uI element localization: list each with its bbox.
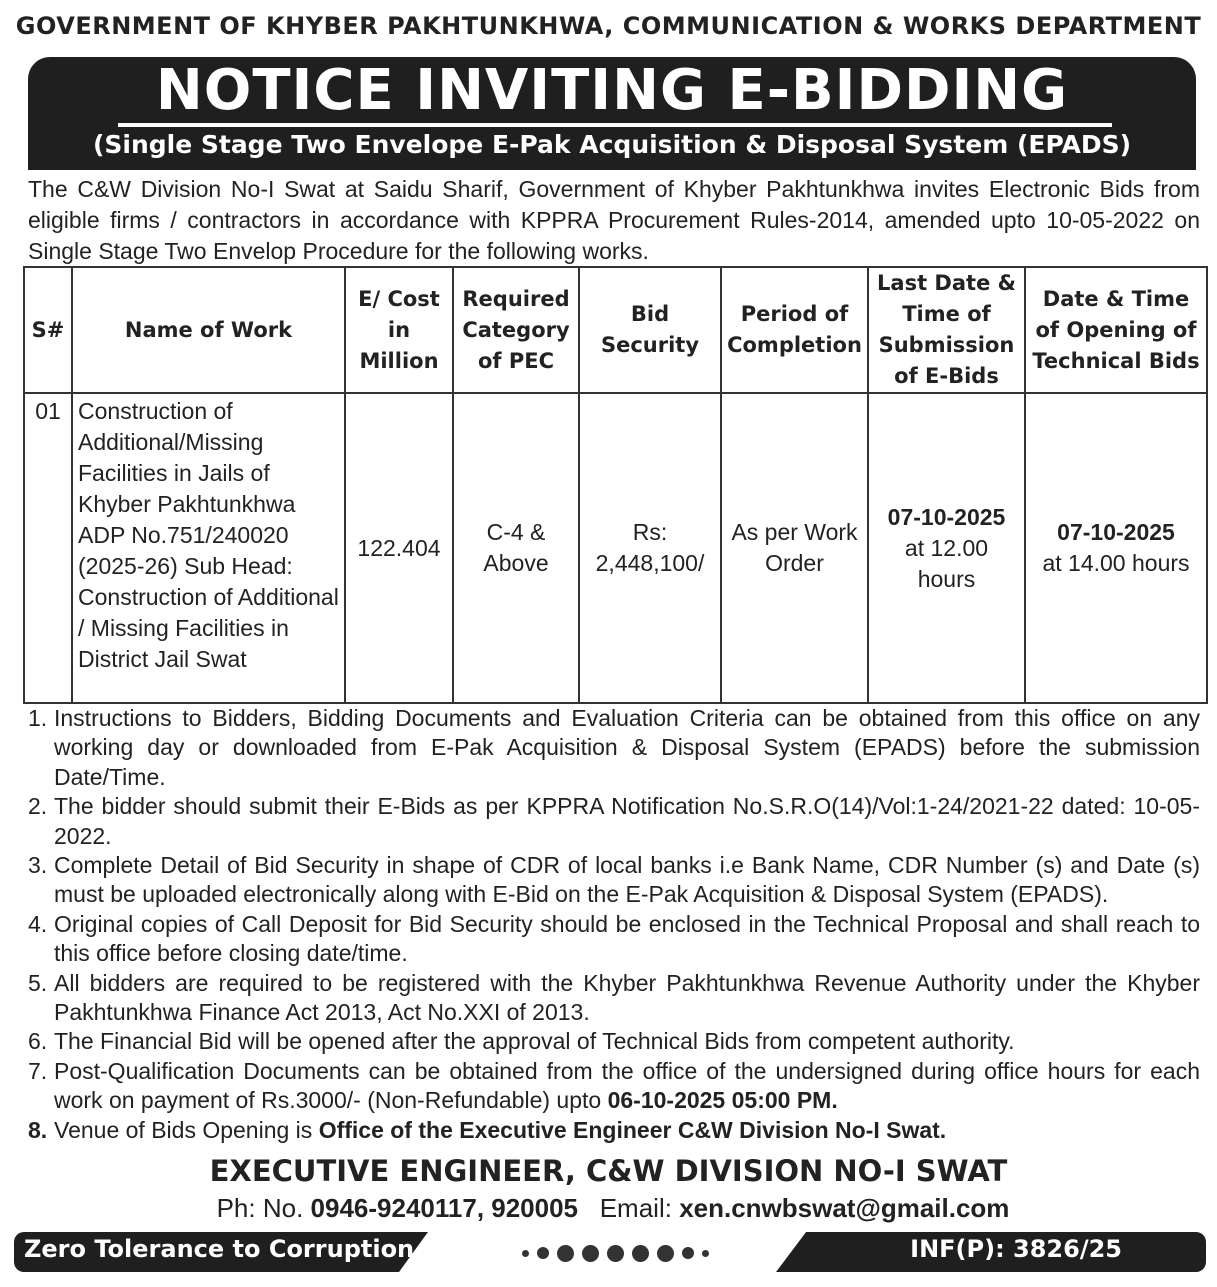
item-text: The Financial Bid will be opened after the approval of Technical Bids from competent authority. [54, 1028, 1015, 1055]
header-bid-security: Bid Security [579, 267, 721, 393]
email-address: xen.cnwbswat@gmail.com [679, 1193, 1010, 1223]
cell-period: As per Work Order [721, 393, 868, 703]
cell-submission [868, 393, 1025, 703]
header-submission: Last Date & Time of Submission of E-Bids [868, 267, 1025, 393]
table-row [24, 393, 1207, 703]
header-name-of-work: Name of Work [72, 267, 345, 393]
cell-opening [1025, 393, 1207, 703]
dot-icon [607, 1245, 624, 1262]
list-item [28, 1027, 1200, 1056]
dot-icon [632, 1245, 649, 1262]
decorative-dots [500, 1235, 730, 1271]
dot-icon [522, 1250, 529, 1257]
item-number: 4. [28, 910, 48, 937]
header-cost: E/ Cost in Million [345, 267, 453, 393]
footer-slogan: Zero Tolerance to Corruption [24, 1235, 415, 1263]
submission-date: 07-10-2025 [887, 503, 1006, 530]
phone-label: Ph: No. [216, 1193, 304, 1223]
works-table [23, 266, 1208, 704]
submission-time: at 12.00 hours [904, 534, 989, 592]
signatory-title: EXECUTIVE ENGINEER, C&W DIVISION NO-I SWAT [209, 1154, 1008, 1188]
item-text: Venue of Bids Opening is [54, 1116, 313, 1143]
dot-icon [657, 1245, 674, 1262]
table-header-row [24, 267, 1207, 393]
cell-category: C-4 & Above [453, 393, 579, 703]
item-text: All bidders are required to be registered with the Khyber Pakhtunkhwa Revenue Authority under the Khyber Pakhtunkhwa Finance Act 2013, Act No.XXI of 2013. [54, 969, 1200, 1026]
cell-sn: 01 [24, 393, 72, 703]
list-item [28, 792, 1200, 851]
list-item [28, 1116, 1200, 1145]
dot-icon [702, 1250, 709, 1257]
list-item [28, 704, 1200, 792]
notice-title: NOTICE INVITING E-BIDDING [155, 58, 1069, 123]
item-text: Post-Qualification Documents can be obtained from the office of the undersigned during office hours for each work on payment of Rs.3000/- (Non-Refundable) upto [54, 1057, 1200, 1114]
item-text: Complete Detail of Bid Security in shape of CDR of local banks i.e Bank Name, CDR Number (s) and Date (s) must be uploaded electronically along with E-Bid on the E-Pak Acquisition & Disposal System (EPADS). [54, 852, 1200, 908]
item-number: 8. [28, 1116, 48, 1143]
item-number: 6. [28, 1028, 48, 1055]
intro-paragraph: The C&W Division No-I Swat at Saidu Sharif, Government of Khyber Pakhtunkhwa invites Electronic Bids from eligible firms / contractors in accordance with KPPRA Procurement Rules-2014, amended upto 10-05-2022 on Single Stage Two Envelop Procedure for the following works. [28, 176, 1200, 264]
email-label: Email: [599, 1193, 672, 1223]
item-emphasis: Office of the Executive Engineer C&W Division No-I Swat. [318, 1116, 947, 1143]
opening-date: 07-10-2025 [1057, 519, 1175, 545]
contact-line [0, 1193, 1217, 1224]
list-item [28, 910, 1200, 969]
list-item [28, 851, 1200, 910]
cell-bid-security: Rs: 2,448,100/ [579, 393, 721, 703]
item-emphasis: 06-10-2025 05:00 PM. [607, 1087, 838, 1114]
notice-subtitle: (Single Stage Two Envelope E-Pak Acquisition & Disposal System (EPADS) [92, 130, 1132, 159]
list-item [28, 969, 1200, 1028]
header-category: Required Category of PEC [453, 267, 579, 393]
item-number: 7. [28, 1057, 48, 1084]
department-heading: GOVERNMENT OF KHYBER PAKHTUNKHWA, COMMUNICATION & WORKS DEPARTMENT [15, 12, 1202, 40]
instructions-list [28, 704, 1200, 1145]
item-text: Instructions to Bidders, Bidding Documents and Evaluation Criteria can be obtained from this office on any working day or downloaded from E-Pak Acquisition & Disposal System (EPADS) before the submission Date/Time. [54, 705, 1200, 790]
item-number: 2. [28, 793, 48, 820]
header-opening: Date & Time of Opening of Technical Bids [1025, 267, 1207, 393]
dot-icon [537, 1247, 549, 1259]
title-underline [118, 123, 1112, 127]
header-period: Period of Completion [721, 267, 868, 393]
cell-name-of-work: Construction of Additional/Missing Facilities in Jails of Khyber Pakhtunkhwa ADP No.751/240020 (2025-26) Sub Head: Construction of Additional / Missing Facilities in District Jail Swat [72, 393, 345, 703]
item-text: Original copies of Call Deposit for Bid Security should be enclosed in the Technical Proposal and shall reach to this office before closing date/time. [54, 910, 1200, 967]
item-number: 5. [28, 969, 48, 996]
opening-time: at 14.00 hours [1042, 550, 1190, 576]
dot-icon [682, 1247, 694, 1259]
cell-cost: 122.404 [345, 393, 453, 703]
item-number: 3. [28, 852, 48, 879]
footer-reference: INF(P): 3826/25 [910, 1235, 1122, 1263]
item-text: The bidder should submit their E-Bids as per KPPRA Notification No.S.R.O(14)/Vol:1-24/2021-22 dated: 10-05-2022. [54, 793, 1200, 849]
header-sn: S# [24, 267, 72, 393]
dot-icon [582, 1245, 599, 1262]
phone-number: 0946-9240117, 920005 [310, 1193, 579, 1223]
list-item [28, 1057, 1200, 1116]
item-number: 1. [28, 705, 48, 731]
dot-icon [557, 1245, 574, 1262]
